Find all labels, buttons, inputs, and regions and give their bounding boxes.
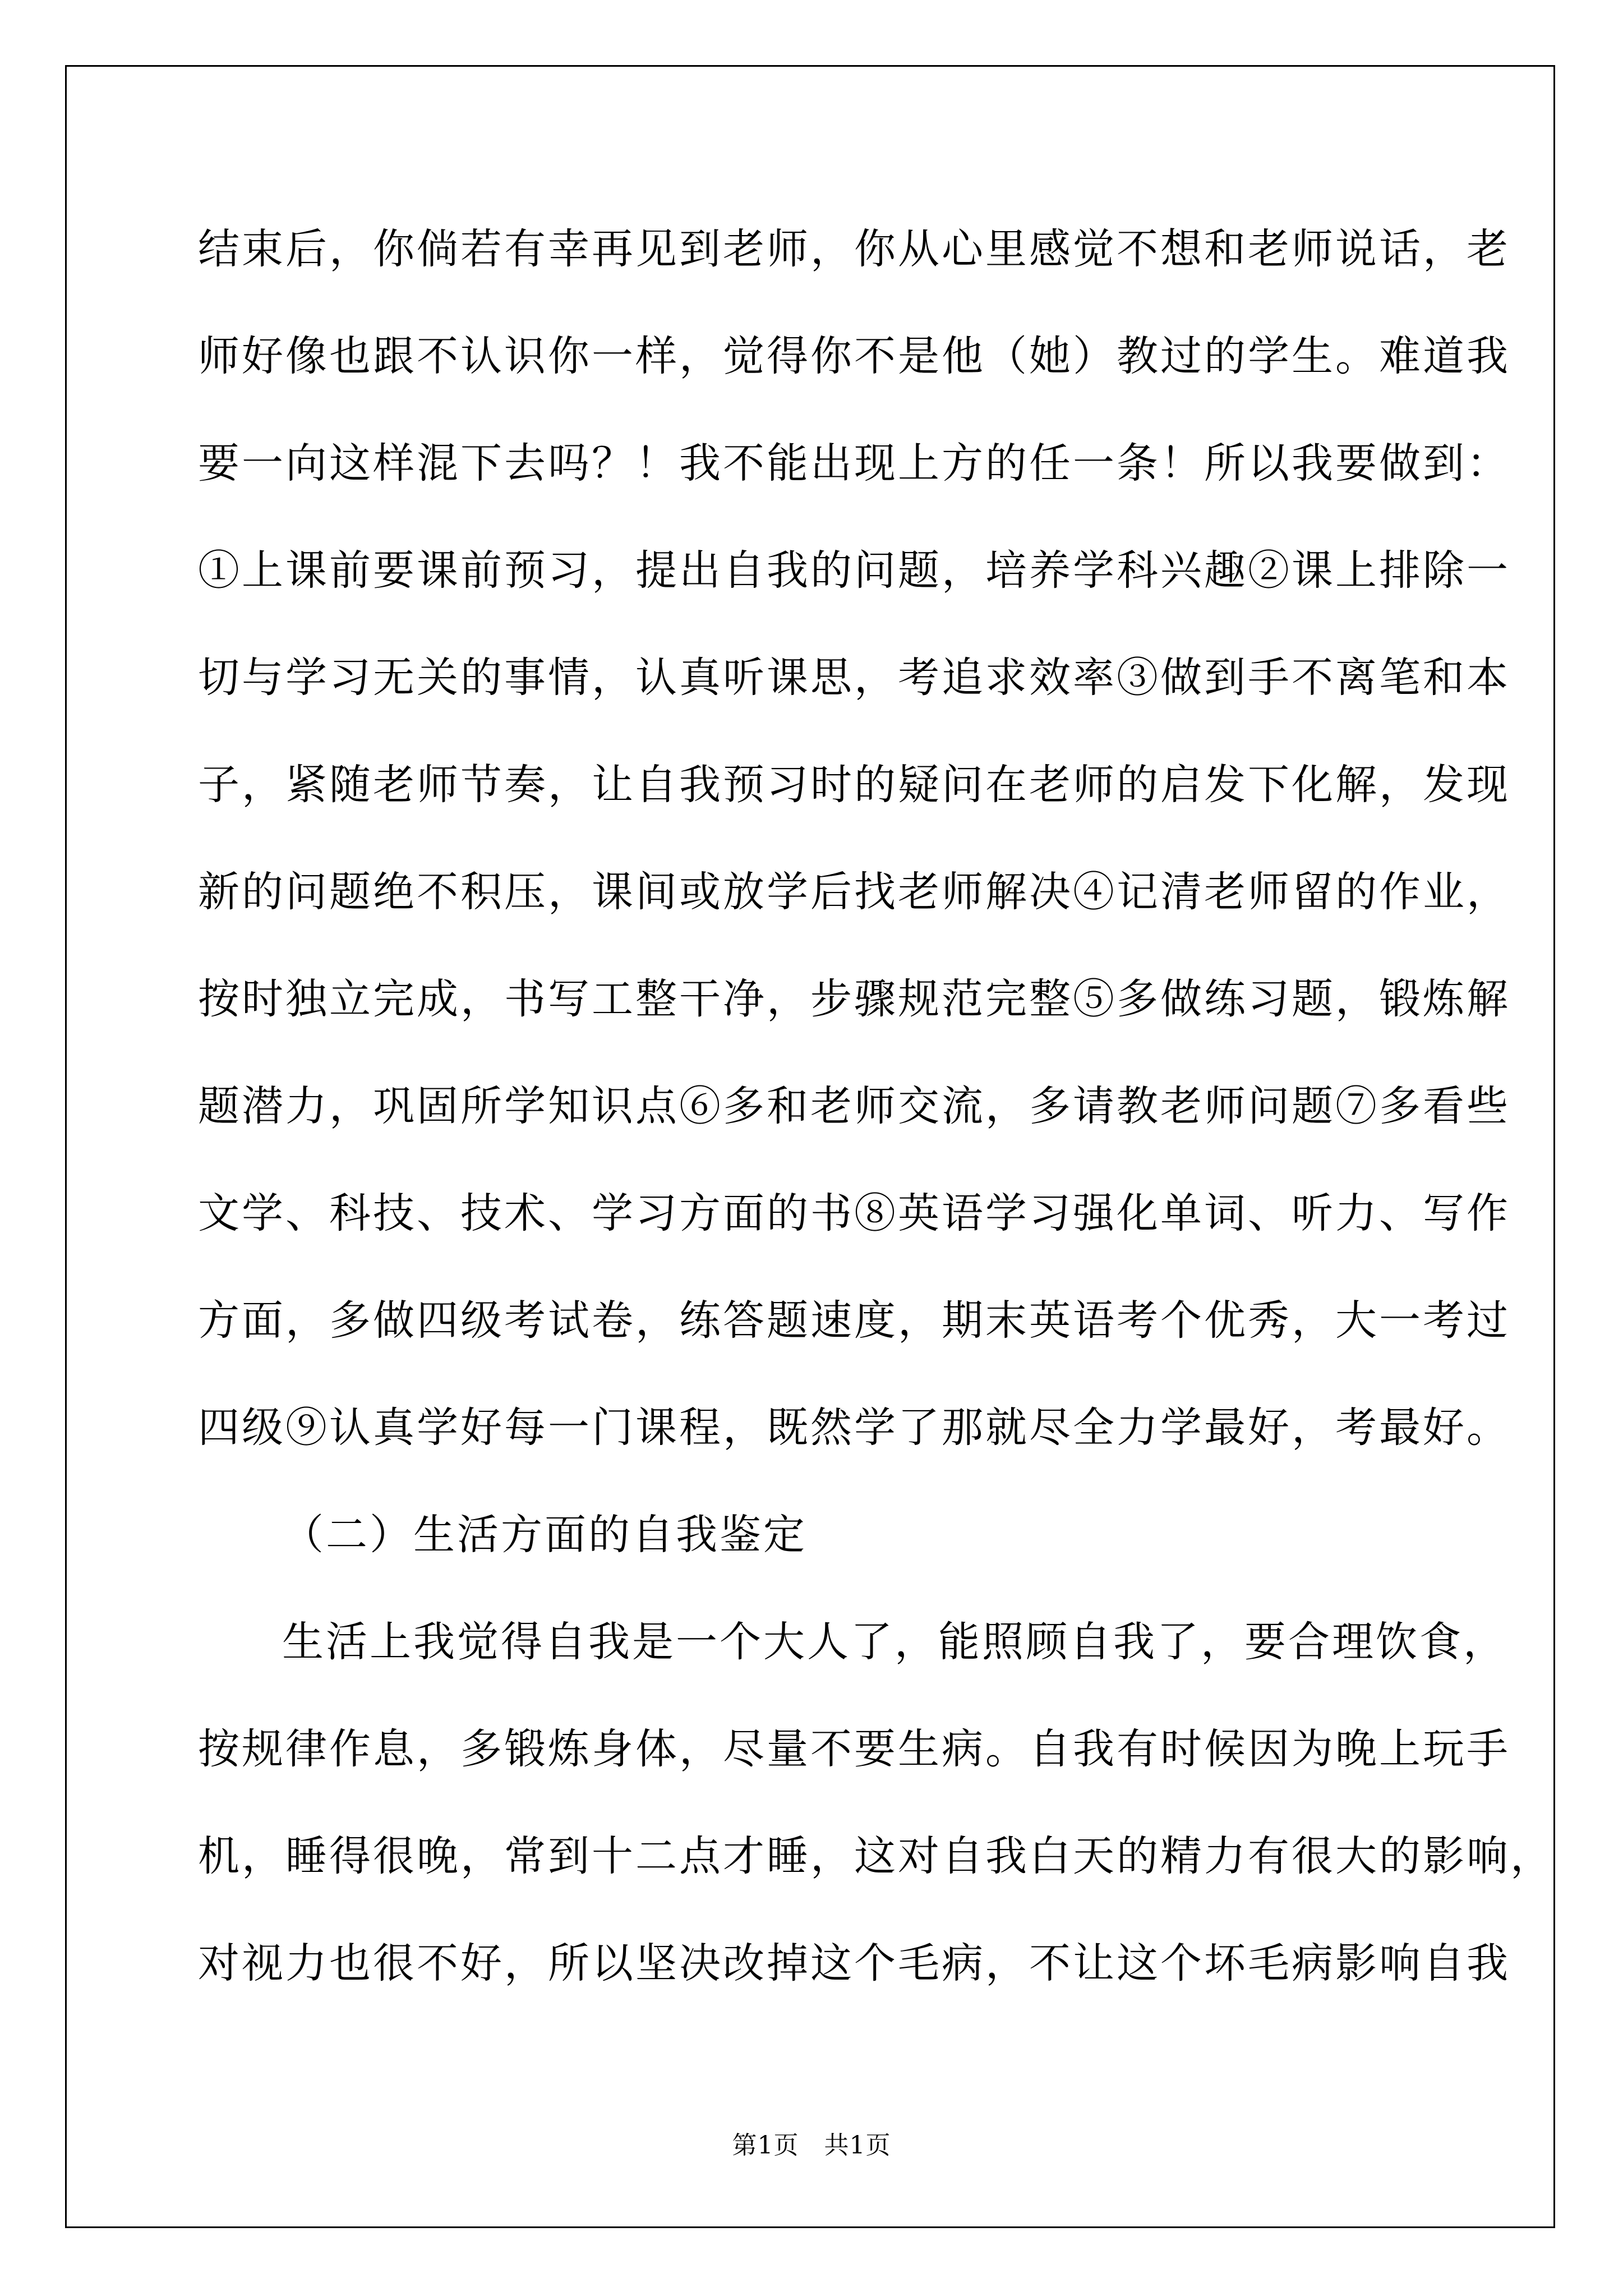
text-line: 对视力也很不好，所以坚决改掉这个毛病，不让这个坏毛病影响自我 [198, 1939, 1510, 1987]
page-border [65, 65, 1555, 2228]
text-line: 按规律作息，多锻炼身体，尽量不要生病。自我有时候因为晚上玩手 [198, 1725, 1510, 1773]
text-line: 要一向这样混下去吗？！我不能出现上方的任一条！所以我要做到： [198, 439, 1510, 487]
text-line: 机，睡得很晚，常到十二点才睡，这对自我白天的精力有很大的影响， [198, 1832, 1554, 1880]
text-line: 切与学习无关的事情，认真听课思，考追求效率③做到手不离笔和本 [198, 654, 1510, 702]
section-heading: （二）生活方面的自我鉴定 [282, 1511, 807, 1559]
page-number: 第1页 共1页 [732, 2131, 891, 2160]
text-line: 题潜力，巩固所学知识点⑥多和老师交流，多请教老师问题⑦多看些 [198, 1082, 1510, 1130]
paragraph-first-line: 生活上我觉得自我是一个大人了，能照顾自我了，要合理饮食， [282, 1618, 1507, 1666]
text-line: 新的问题绝不积压，课间或放学后找老师解决④记清老师留的作业， [198, 868, 1510, 916]
text-line: 子，紧随老师节奏，让自我预习时的疑问在老师的启发下化解，发现 [198, 761, 1510, 809]
text-line: ①上课前要课前预习，提出自我的问题，培养学科兴趣②课上排除一 [198, 546, 1510, 595]
text-line: 师好像也跟不认识你一样，觉得你不是他（她）教过的学生。难道我 [198, 332, 1510, 380]
text-line: 方面，多做四级考试卷，练答题速度，期末英语考个优秀，大一考过 [198, 1296, 1510, 1345]
text-line: 文学、科技、技术、学习方面的书⑧英语学习强化单词、听力、写作 [198, 1189, 1510, 1237]
text-line: 结束后，你倘若有幸再见到老师，你从心里感觉不想和老师说话，老 [198, 225, 1510, 273]
text-line: 按时独立完成，书写工整干净，步骤规范完整⑤多做练习题，锻炼解 [198, 975, 1510, 1023]
text-line: 四级⑨认真学好每一门课程，既然学了那就尽全力学最好，考最好。 [198, 1404, 1510, 1452]
